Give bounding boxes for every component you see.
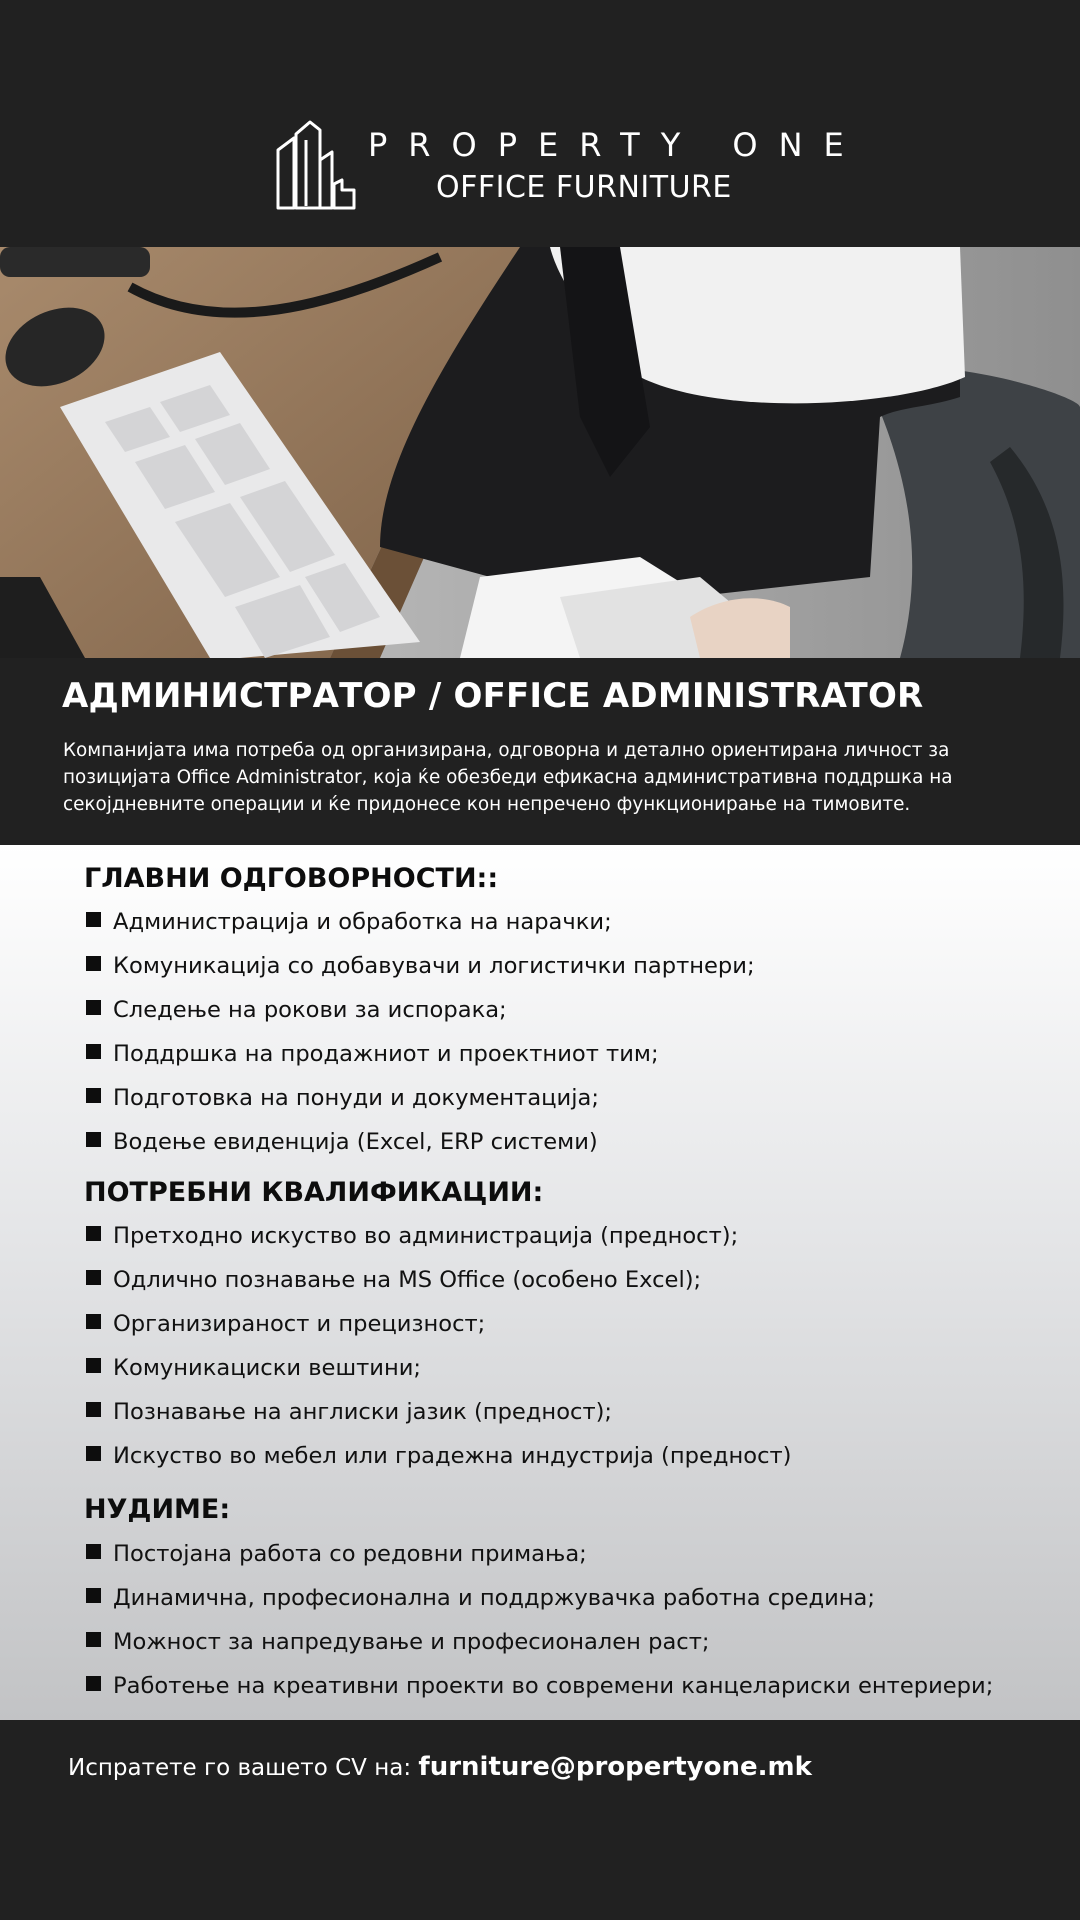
- office-worker-photo: [0, 247, 1080, 658]
- list-item: Одлично познавање на MS Office (особено Excel);: [84, 1258, 792, 1302]
- qualifications-list: [84, 1214, 792, 1478]
- list-item: Водење евиденција (Excel, ERP системи): [84, 1120, 755, 1164]
- email-link[interactable]: furniture@propertyone.mk: [418, 1752, 812, 1782]
- responsibilities-list: [84, 900, 755, 1164]
- list-item: Претходно искуство во администрација (предност);: [84, 1214, 792, 1258]
- square-bullet-icon: [86, 1588, 101, 1603]
- list-item: Подготовка на понуди и документација;: [84, 1076, 755, 1120]
- list-item: Поддршка на продажниот и проектниот тим;: [84, 1032, 755, 1076]
- list-item: Следење на рокови за испорака;: [84, 988, 755, 1032]
- brand-subtitle: OFFICE FURNITURE: [436, 170, 732, 205]
- square-bullet-icon: [86, 1226, 101, 1241]
- list-item: Комуникација со добавувачи и логистички партнери;: [84, 944, 755, 988]
- list-item: Динамична, професионална и поддржувачка работна средина;: [84, 1576, 993, 1620]
- job-intro: Компанијата има потреба од организирана, одговорна и детално ориентирана личност за позицијата Office Administrator, која ќе обезбеди ефикасна административна поддршка на секојдневните операции и ќе придонесе кон непречено функционирање на тимовите.: [63, 740, 953, 815]
- list-item: Организираност и прецизност;: [84, 1302, 792, 1346]
- list-item: Комуникациски вештини;: [84, 1346, 792, 1390]
- square-bullet-icon: [86, 1358, 101, 1373]
- square-bullet-icon: [86, 1088, 101, 1103]
- square-bullet-icon: [86, 1000, 101, 1015]
- square-bullet-icon: [86, 1044, 101, 1059]
- brand-name: PROPERTY ONE: [368, 126, 865, 164]
- square-bullet-icon: [86, 1270, 101, 1285]
- responsibilities-heading: ГЛАВНИ ОДГОВОРНОСТИ::: [84, 863, 499, 894]
- qualifications-heading: ПОТРЕБНИ КВАЛИФИКАЦИИ:: [84, 1177, 544, 1208]
- cv-prefix: Испратете го вашето CV на:: [68, 1755, 419, 1781]
- buildings-outline-icon: [276, 120, 358, 210]
- cv-contact-line: [68, 1752, 812, 1782]
- footer: [0, 1720, 1080, 1920]
- list-item: Постојана работа со редовни примања;: [84, 1532, 993, 1576]
- list-item: Искуство во мебел или градежна индустрија (предност): [84, 1434, 792, 1478]
- list-item: Администрација и обработка на нарачки;: [84, 900, 755, 944]
- list-item: Работење на креативни проекти во современи канцелариски ентериери;: [84, 1664, 993, 1708]
- square-bullet-icon: [86, 1446, 101, 1461]
- list-item: Познавање на англиски јазик (предност);: [84, 1390, 792, 1434]
- square-bullet-icon: [86, 1132, 101, 1147]
- list-item: Можност за напредување и професионален раст;: [84, 1620, 993, 1664]
- header: [0, 0, 1080, 247]
- square-bullet-icon: [86, 956, 101, 971]
- offer-list: [84, 1532, 993, 1708]
- square-bullet-icon: [86, 1632, 101, 1647]
- square-bullet-icon: [86, 912, 101, 927]
- offer-heading: НУДИМЕ:: [84, 1494, 231, 1525]
- square-bullet-icon: [86, 1402, 101, 1417]
- job-title: АДМИНИСТРАТОР / OFFICE ADMINISTRATOR: [62, 676, 924, 716]
- square-bullet-icon: [86, 1314, 101, 1329]
- square-bullet-icon: [86, 1544, 101, 1559]
- square-bullet-icon: [86, 1676, 101, 1691]
